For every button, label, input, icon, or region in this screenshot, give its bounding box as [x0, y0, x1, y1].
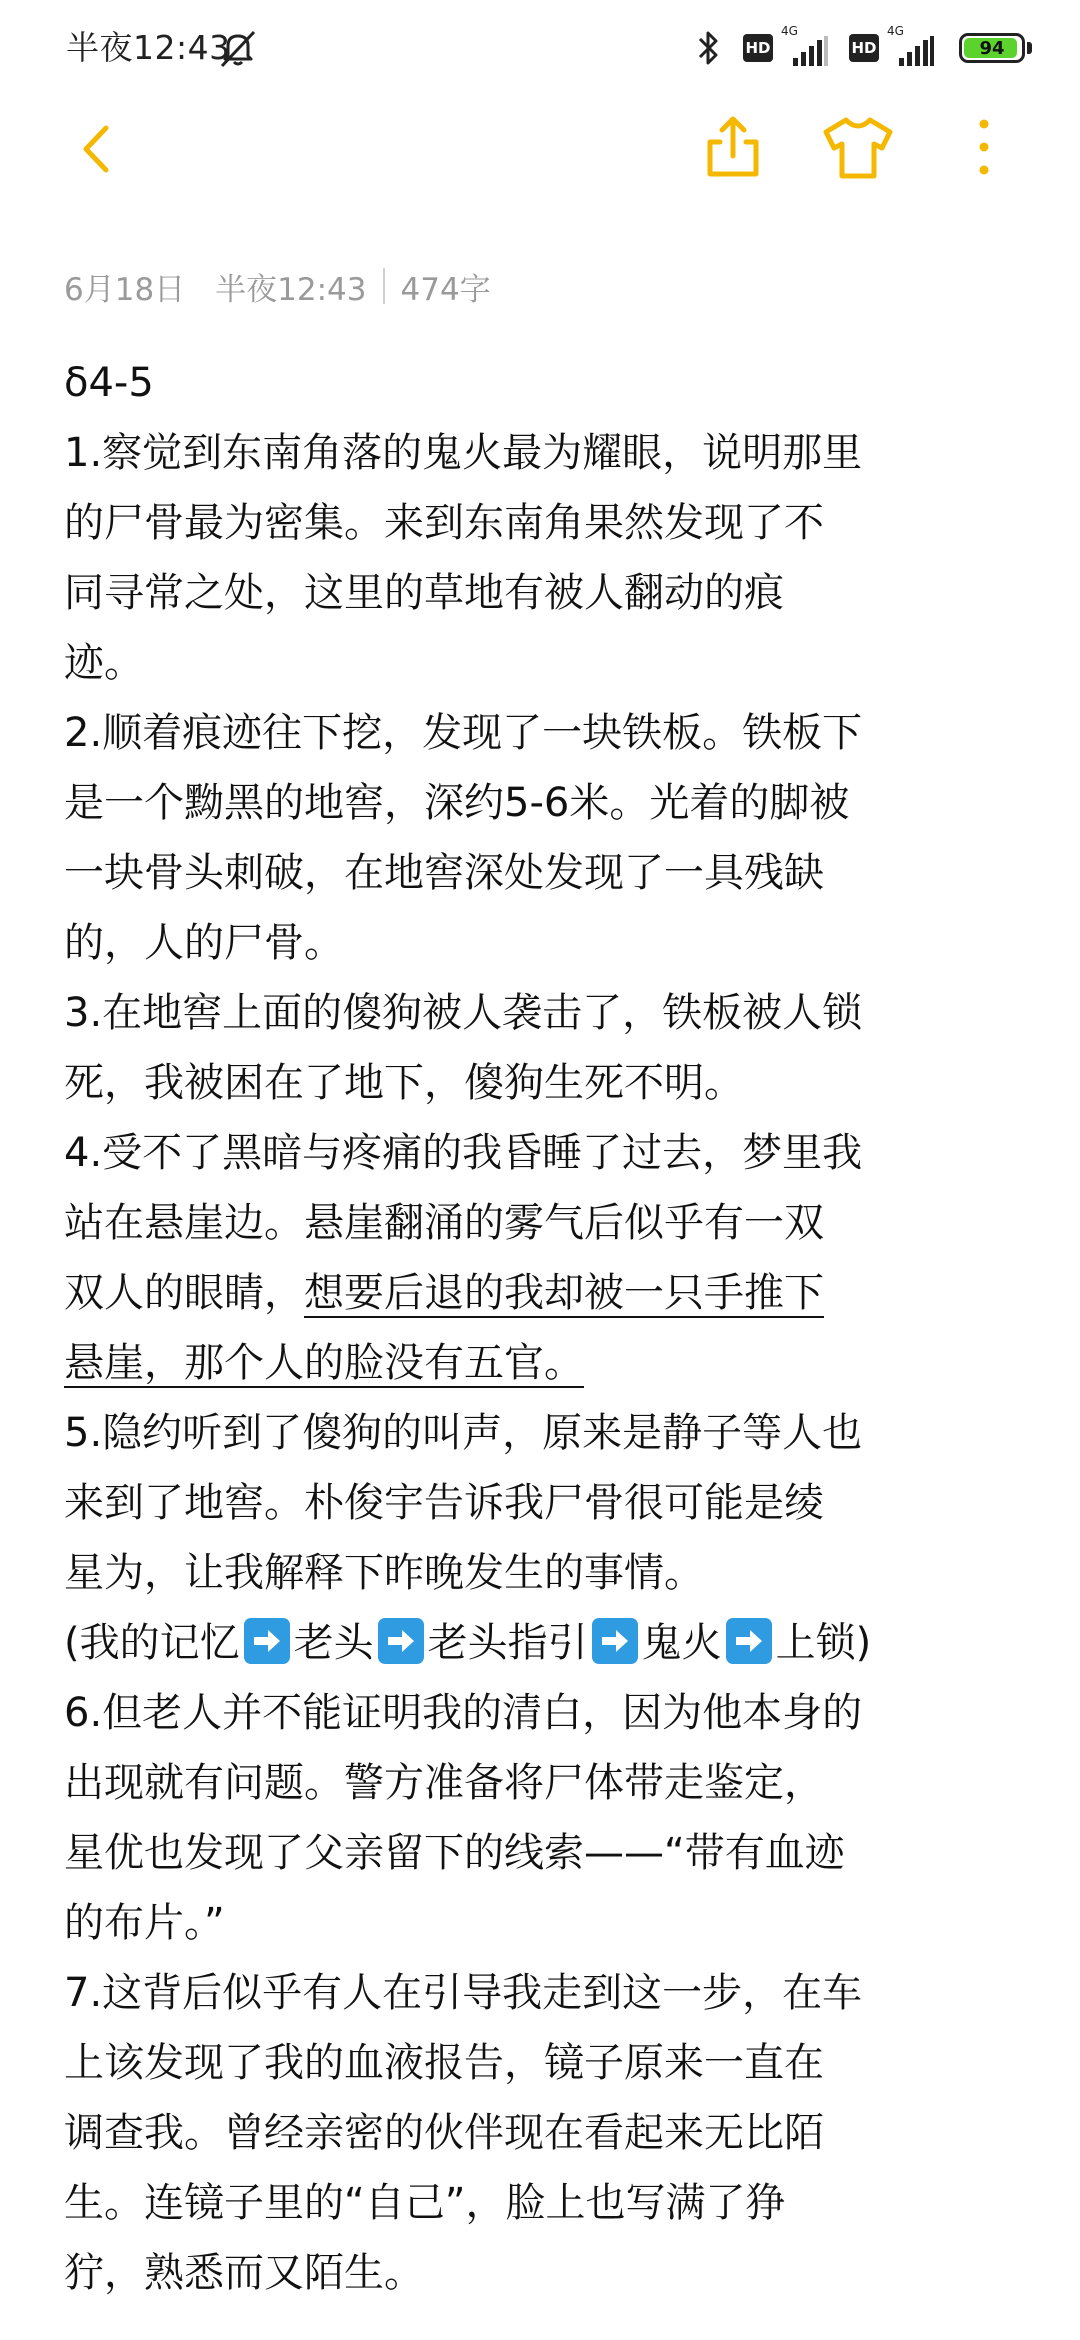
- status-bar: [0, 0, 1080, 96]
- note-line: 4.受不了黑暗与疼痛的我昏睡了过去，梦里我: [64, 1130, 863, 1176]
- note-line: 生。连镜子里的“自己”，脸上也写满了狰: [64, 2180, 786, 2226]
- status-time: 半夜12:43: [66, 28, 231, 67]
- right-arrow-icon: [244, 1618, 290, 1664]
- note-toolbar: [0, 96, 1080, 206]
- battery-cap: [1027, 42, 1032, 54]
- note-line: 狞，熟悉而又陌生。: [64, 2250, 424, 2296]
- note-line: 1.察觉到东南角落的鬼火最为耀眼，说明那里: [64, 430, 863, 476]
- note-line: 3.在地窖上面的傻狗被人袭击了，铁板被人锁: [64, 990, 863, 1036]
- note-line: 来到了地窖。朴俊宇告诉我尸骨很可能是绫: [64, 1480, 824, 1526]
- share-icon[interactable]: [698, 112, 768, 182]
- chain-open-paren: (: [64, 1620, 80, 1666]
- chain-item: 老头指引: [427, 1620, 588, 1666]
- more-vertical-icon[interactable]: [964, 112, 1004, 182]
- right-arrow-icon: [378, 1618, 424, 1664]
- note-line: 6.但老人并不能证明我的清白，因为他本身的: [64, 1690, 863, 1736]
- note-line: 站在悬崖边。悬崖翻涌的雾气后似乎有一双: [64, 1200, 824, 1246]
- note-body[interactable]: [64, 348, 1016, 2308]
- note-line: [64, 1258, 1016, 1328]
- note-line: 的布片。”: [64, 1900, 225, 1946]
- note-date: 6月18日: [64, 271, 186, 308]
- hd-badge-1: HD: [743, 34, 773, 62]
- network-type-label-2: 4G: [887, 24, 904, 38]
- network-type-label-1: 4G: [781, 24, 798, 38]
- note-line: 2.顺着痕迹往下挖，发现了一块铁板。铁板下: [64, 710, 863, 756]
- right-arrow-icon: [592, 1618, 638, 1664]
- battery-indicator: [959, 33, 1025, 63]
- chain-item: 上锁: [775, 1620, 856, 1666]
- signal-bars-icon: [791, 36, 829, 66]
- underlined-text: 想要后退的我却被一只手推下: [304, 1270, 824, 1316]
- word-count: 474字: [400, 271, 491, 308]
- chain-item: 老头: [293, 1620, 374, 1666]
- note-line: 同寻常之处，这里的草地有被人翻动的痕: [64, 570, 784, 616]
- note-line: 调查我。曾经亲密的伙伴现在看起来无比陌: [64, 2110, 824, 2156]
- note-line: 7.这背后似乎有人在引导我走到这一步，在车: [64, 1970, 863, 2016]
- signal-strength-1: [779, 24, 829, 68]
- note-text: 双人的眼睛，: [64, 1270, 304, 1316]
- meta-divider: [383, 268, 385, 304]
- chain-close-paren: ): [855, 1620, 872, 1666]
- note-line: 5.隐约听到了傻狗的叫声，原来是静子等人也: [64, 1410, 863, 1456]
- battery-percentage: 94: [979, 37, 1005, 59]
- note-line: 死，我被困在了地下，傻狗生死不明。: [64, 1060, 744, 1106]
- note-line: [64, 1328, 1016, 1398]
- note-meta: [64, 262, 491, 310]
- note-line: 星为，让我解释下昨晚发生的事情。: [64, 1550, 704, 1596]
- underlined-text: 悬崖，那个人的脸没有五官。: [64, 1340, 584, 1386]
- note-line: 一块骨头刺破，在地窖深处发现了一具残缺: [64, 850, 824, 896]
- tshirt-icon[interactable]: [818, 110, 898, 184]
- chain-item: 我的记忆: [79, 1620, 240, 1666]
- note-line: 星优也发现了父亲留下的线索——“带有血迹: [64, 1830, 845, 1876]
- note-time: 半夜12:43: [215, 271, 367, 308]
- signal-bars-icon: [897, 36, 935, 66]
- note-line: 迹。: [64, 640, 144, 686]
- chain-item: 鬼火: [641, 1620, 722, 1666]
- back-icon[interactable]: [64, 114, 134, 184]
- note-line: 的尸骨最为密集。来到东南角果然发现了不: [64, 500, 824, 546]
- right-arrow-icon: [726, 1618, 772, 1664]
- note-line: 上该发现了我的血液报告，镜子原来一直在: [64, 2040, 824, 2086]
- note-line: 是一个黝黑的地窖，深约5-6米。光着的脚被: [64, 780, 850, 826]
- status-icons: [691, 26, 1032, 70]
- note-line: δ4-5: [64, 360, 154, 406]
- signal-strength-2: [885, 24, 935, 68]
- bluetooth-icon: [691, 28, 725, 68]
- note-line: 的，人的尸骨。: [64, 920, 344, 966]
- clue-chain-line: [64, 1608, 1016, 1678]
- do-not-disturb-icon: [216, 26, 260, 70]
- note-line: 出现就有问题。警方准备将尸体带走鉴定，: [64, 1760, 824, 1806]
- hd-badge-2: HD: [849, 34, 879, 62]
